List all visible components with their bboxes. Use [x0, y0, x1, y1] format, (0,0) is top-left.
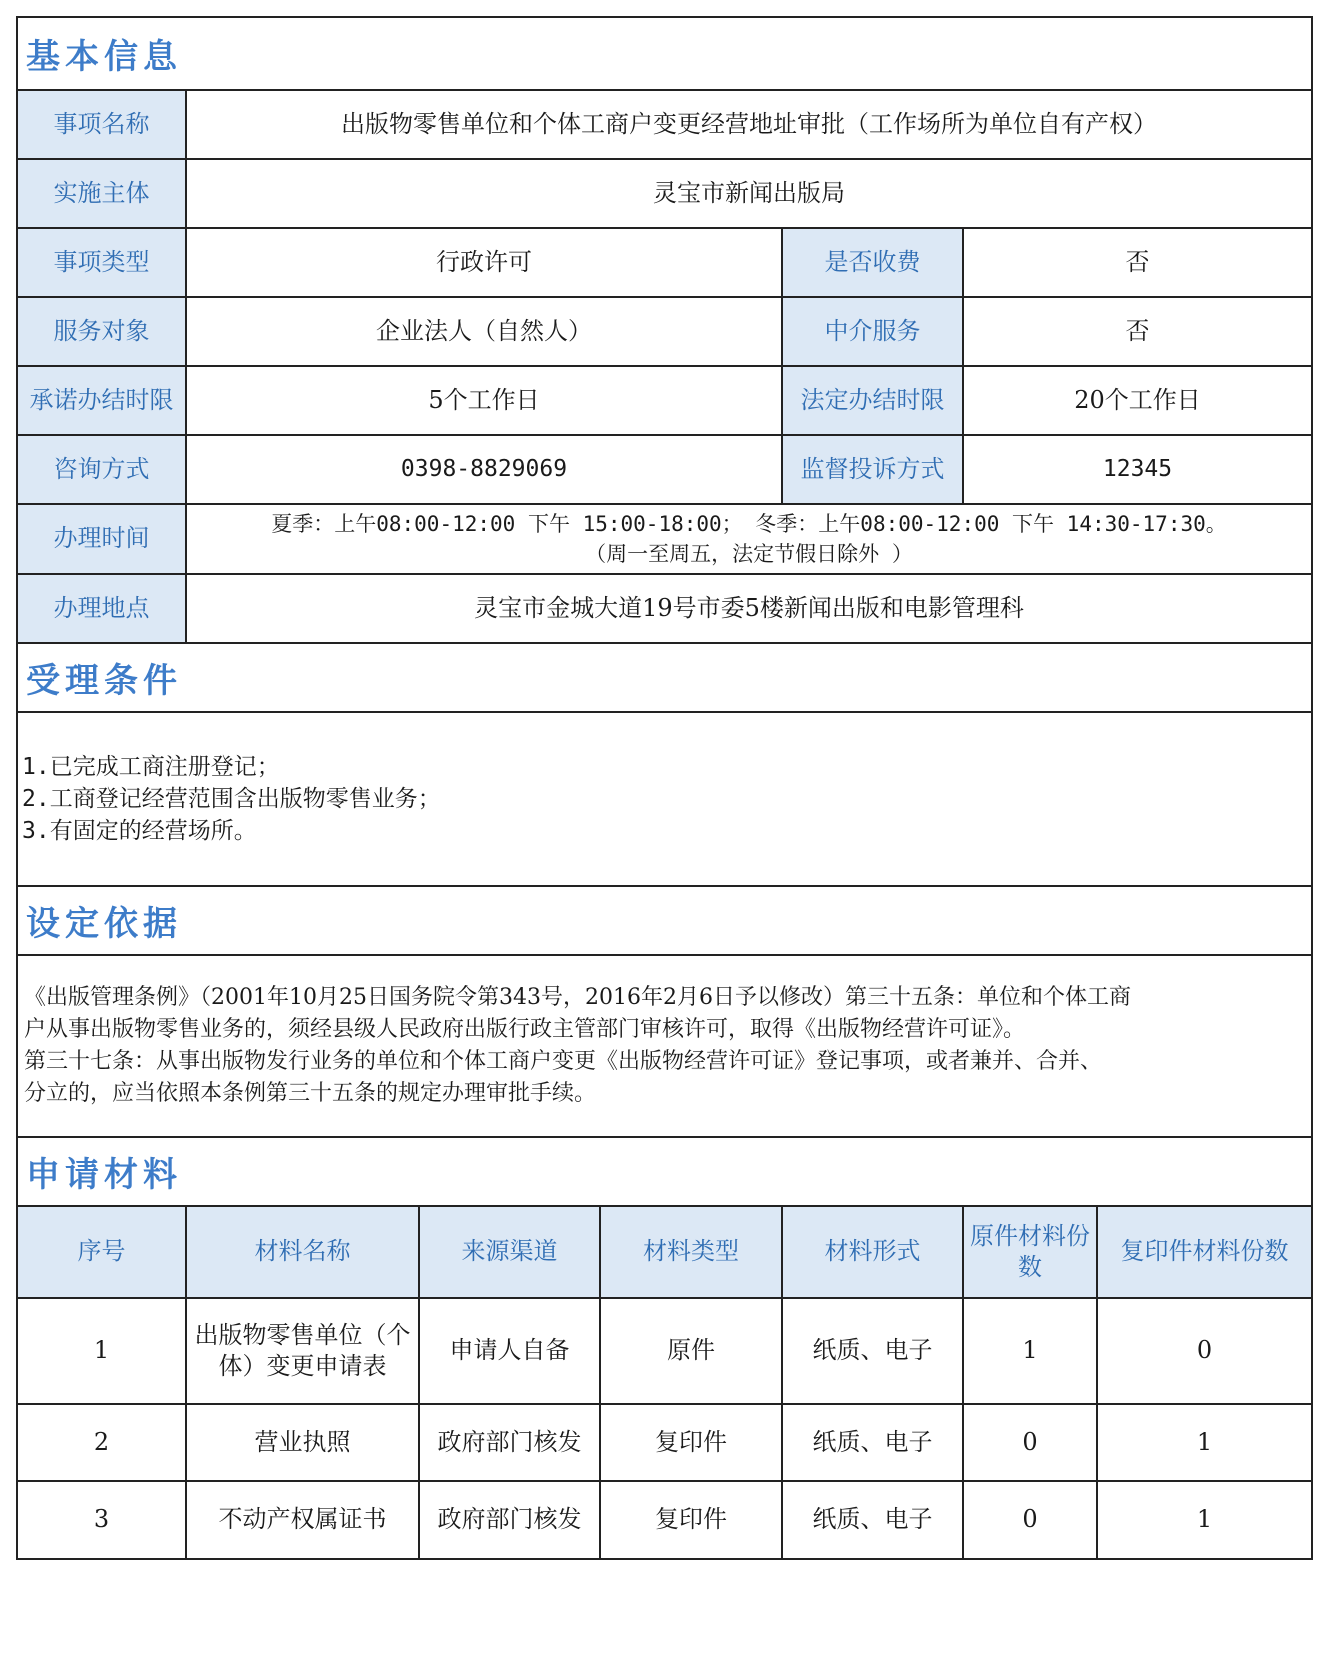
- label-place: 办理地点: [18, 575, 187, 642]
- cell-original-count: 1: [964, 1299, 1098, 1403]
- section-title-basic: 基本信息: [18, 18, 1311, 91]
- cell-type: 复印件: [601, 1405, 783, 1480]
- condition-item: 2.工商登记经营范围含出版物零售业务；: [22, 786, 441, 812]
- label-target: 服务对象: [18, 298, 187, 365]
- col-header-type: 材料类型: [601, 1207, 783, 1297]
- section-title-basis: 设定依据: [18, 887, 1311, 956]
- row-target: [18, 298, 1311, 367]
- col-header-copy-count: 复印件材料份数: [1098, 1207, 1311, 1297]
- basis-line: 分立的，应当依照本条例第三十五条的规定办理审批手续。: [24, 1081, 597, 1106]
- section-title-conditions: 受理条件: [18, 644, 1311, 713]
- cell-form: 纸质、电子: [783, 1482, 964, 1558]
- cell-source: 政府部门核发: [420, 1405, 601, 1480]
- cell-source: 政府部门核发: [420, 1482, 601, 1558]
- value-fee: 否: [1125, 247, 1150, 276]
- label-agency: 实施主体: [18, 160, 187, 227]
- row-hours: [18, 505, 1311, 575]
- row-time-limit: [18, 367, 1311, 436]
- col-header-index: 序号: [18, 1207, 187, 1297]
- section-title-materials: 申请材料: [18, 1138, 1311, 1207]
- cell-name: 不动产权属证书: [187, 1482, 420, 1558]
- value-place: 灵宝市金城大道19号市委5楼新闻出版和电影管理科: [474, 593, 1024, 622]
- cell-name: 营业执照: [187, 1405, 420, 1480]
- col-header-form: 材料形式: [783, 1207, 964, 1297]
- cell-copy-count: 1: [1196, 1427, 1213, 1456]
- table-row: [18, 1405, 1311, 1482]
- condition-item: 3.有固定的经营场所。: [22, 818, 257, 844]
- basis-text: [18, 956, 1311, 1138]
- label-item-name: 事项名称: [18, 91, 187, 158]
- basis-line: 第三十七条：从事出版物发行业务的单位和个体工商户变更《出版物经营许可证》登记事项，或者兼并、合并、: [24, 1049, 1103, 1074]
- label-fee: 是否收费: [783, 229, 964, 296]
- label-legal-limit: 法定办结时限: [783, 367, 964, 434]
- hours-line-1: 夏季：上午08:00-12:00 下午 15:00-18:00； 冬季：上午08:00-12:00 下午 14:30-17:30。: [271, 512, 1227, 536]
- cell-form: 纸质、电子: [783, 1299, 964, 1403]
- row-contact: [18, 436, 1311, 505]
- label-type: 事项类型: [18, 229, 187, 296]
- col-header-source: 来源渠道: [420, 1207, 601, 1297]
- materials-header-row: [18, 1207, 1311, 1299]
- cell-copy-count: 1: [1196, 1505, 1213, 1534]
- hours-line-2: （周一至周五，法定节假日除外 ）: [585, 542, 913, 566]
- table-row: [18, 1482, 1311, 1558]
- label-agent: 中介服务: [783, 298, 964, 365]
- value-complaint-phone: 12345: [1102, 455, 1173, 482]
- label-promise-limit: 承诺办结时限: [18, 367, 187, 434]
- col-header-name: 材料名称: [187, 1207, 420, 1297]
- row-type: [18, 229, 1311, 298]
- condition-item: 1.已完成工商注册登记；: [22, 754, 280, 780]
- value-agent: 否: [1125, 316, 1150, 345]
- value-item-name: 出版物零售单位和个体工商户变更经营地址审批（工作场所为单位自有产权）: [341, 109, 1157, 138]
- value-legal-limit: 20个工作日: [1074, 385, 1201, 414]
- value-type: 行政许可: [187, 229, 783, 296]
- service-guide-sheet: [16, 16, 1313, 1560]
- row-item-name: [18, 91, 1311, 160]
- cell-name: 出版物零售单位（个体）变更申请表: [187, 1299, 420, 1403]
- col-header-original-count: 原件材料份数: [964, 1207, 1098, 1297]
- label-consult: 咨询方式: [18, 436, 187, 503]
- label-hours: 办理时间: [18, 505, 187, 573]
- table-row: [18, 1299, 1311, 1405]
- value-hours: [187, 505, 1311, 573]
- cell-index: 3: [18, 1482, 187, 1558]
- conditions-list: [18, 713, 1311, 887]
- value-consult-phone: 0398-8829069: [187, 436, 783, 503]
- cell-source: 申请人自备: [420, 1299, 601, 1403]
- cell-index: 2: [18, 1405, 187, 1480]
- basis-line: 户从事出版物零售业务的，须经县级人民政府出版行政主管部门审核许可，取得《出版物经营许可证》。: [24, 1017, 1026, 1042]
- cell-original-count: 0: [964, 1482, 1098, 1558]
- cell-copy-count: 0: [1196, 1336, 1213, 1365]
- value-promise-limit: 5个工作日: [187, 367, 783, 434]
- row-agency: [18, 160, 1311, 229]
- label-complaint: 监督投诉方式: [783, 436, 964, 503]
- cell-type: 复印件: [601, 1482, 783, 1558]
- cell-form: 纸质、电子: [783, 1405, 964, 1480]
- value-agency: 灵宝市新闻出版局: [653, 178, 845, 207]
- cell-type: 原件: [601, 1299, 783, 1403]
- cell-index: 1: [18, 1299, 187, 1403]
- value-target: 企业法人（自然人）: [187, 298, 783, 365]
- basis-line: 《出版管理条例》（2001年10月25日国务院令第343号，2016年2月6日予以修改）第三十五条：单位和个体工商: [24, 985, 1131, 1010]
- row-place: [18, 575, 1311, 644]
- cell-original-count: 0: [964, 1405, 1098, 1480]
